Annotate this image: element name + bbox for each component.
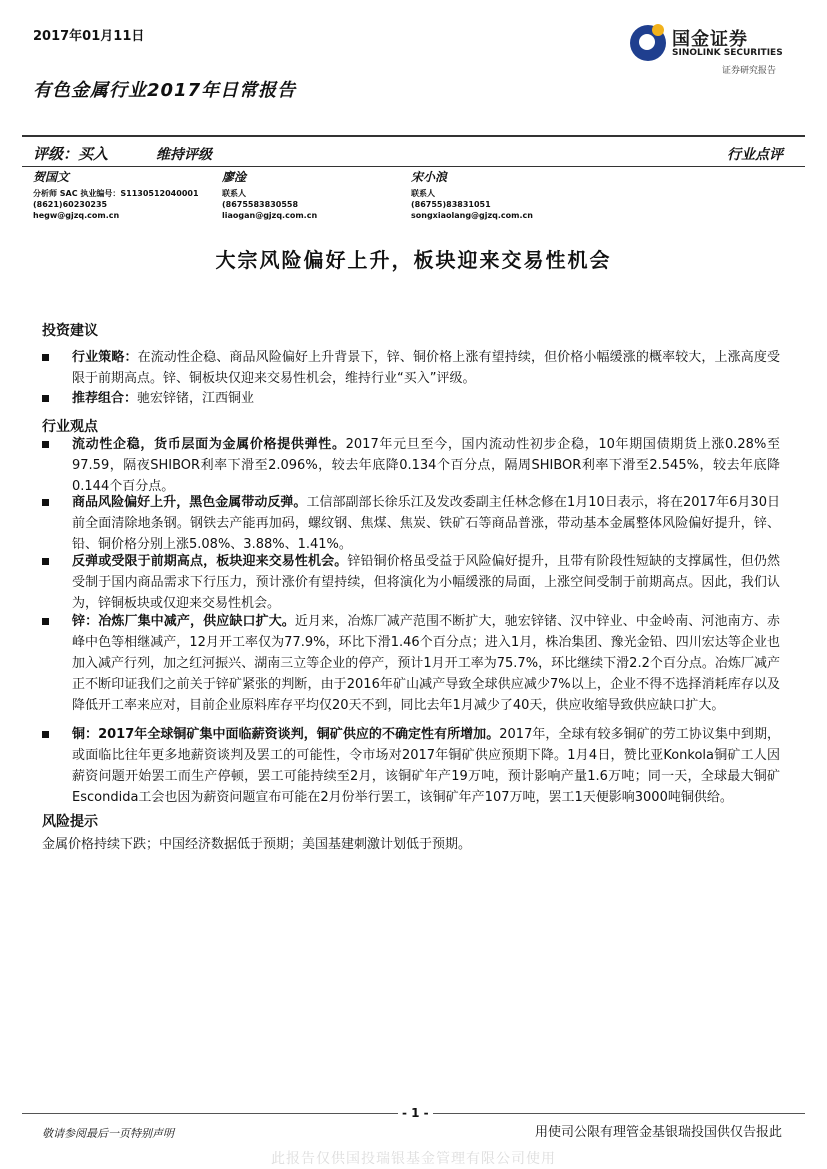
risk-text: 金属价格持续下跌；中国经济数据低于预期；美国基建刺激计划低于预期。: [42, 837, 472, 852]
section-heading-views: 行业观点: [42, 419, 98, 435]
item-lead: 锌：冶炼厂集中减产，供应缺口扩大。: [72, 614, 295, 629]
list-item: [42, 347, 780, 389]
analyst-email[interactable]: hegw@gjzq.com.cn: [33, 211, 120, 220]
company-logo: [630, 22, 790, 82]
analyst-card: [33, 172, 199, 221]
bullet-icon: [42, 618, 49, 625]
analyst-role: 分析师 SAC 执业编号：S1130512040001: [33, 189, 199, 198]
watermark: 此报告仅供国投瑞银基金管理有限公司使用: [271, 1151, 556, 1167]
item-text: 锌铅铜价格虽受益于风险偏好提升，且带有阶段性短缺的支撑属性，但仍然受制于国内商品需求下行压力，预计涨价有望持续，但将演化为小幅缓涨的局面，上涨空间受制于前期高点。因此，我们认为，锌铜板块或仅迎来交易性机会。: [72, 554, 780, 611]
list-item: [42, 434, 780, 497]
rating-maintain: 维持评级: [156, 147, 212, 163]
analyst-name: 廖淦: [222, 170, 247, 184]
bullet-icon: [42, 558, 49, 565]
analyst-card: [411, 172, 533, 221]
report-date: 2017年01月11日: [33, 29, 145, 44]
analyst-email[interactable]: songxiaolang@gjzq.com.cn: [411, 211, 533, 220]
analyst-role: 联系人: [411, 189, 435, 198]
page-number: - 1 -: [398, 1106, 433, 1120]
report-title: 有色金属行业2017年日常报告: [33, 80, 297, 101]
bullet-icon: [42, 395, 49, 402]
analyst-name: 宋小浪: [411, 170, 448, 184]
item-lead: 铜：2017年全球铜矿集中面临薪资谈判，铜矿供应的不确定性有所增加。: [72, 727, 500, 742]
rating-bar: [33, 143, 783, 161]
item-lead: 流动性企稳，货币层面为金属价格提供弹性。: [72, 437, 346, 452]
bullet-icon: [42, 731, 49, 738]
item-lead: 推荐组合：: [72, 391, 138, 406]
section-heading-risk: 风险提示: [42, 814, 98, 830]
list-item: [42, 724, 780, 808]
logo-subtitle: 证券研究报告: [722, 66, 777, 76]
section-heading-investment: 投资建议: [42, 323, 98, 339]
disclaimer-link[interactable]: 敬请参阅最后一页特别声明: [42, 1127, 174, 1140]
analyst-phone: (8621)60230235: [33, 200, 108, 209]
item-text: 近月来，冶炼厂减产范围不断扩大，驰宏锌锗、汉中锌业、中金岭南、河池南方、赤峰中色等相继减产，12月开工率仅为77.9%，环比下滑1.46个百分点；进入1月，株冶集团、豫光金铅、四川宏达等企业也加入减产行列，加之红河振兴、湖南三立等企业的停产，预计1月开工率为75.7%，环比继续下滑2.2个百分点。冶炼厂减产正不断印证我们之前关于锌矿紧张的判断，由于2016年矿山减产导致全球供应减少7%以上，企业不得不选择消耗库存以及降低开工率来应对，目前企业原料库存平均仅20天不到，同比去年1月减少了40天，供应收缩导致供应缺口扩大。: [72, 614, 780, 713]
analyst-role: 联系人: [222, 189, 246, 198]
bullet-icon: [42, 441, 49, 448]
logo-name-en: SINOLINK SECURITIES: [672, 48, 783, 58]
bullet-icon: [42, 499, 49, 506]
item-text: 工信部副部长徐乐江及发改委副主任林念修在1月10日表示，将在2017年6月30日前全面清除地条钢。钢铁去产能再加码，螺纹钢、焦煤、焦炭、铁矿石等商品普涨，带动基本金属整体风险偏好提升，锌、铅、铜价格分别上涨5.08%、3.88%、1.41%。: [72, 495, 780, 552]
list-item: [42, 388, 780, 409]
rating-label: 评级：买入: [33, 145, 109, 163]
list-item: [42, 492, 780, 555]
logo-name-cn: 国金证券: [672, 29, 748, 50]
report-type: 行业点评: [727, 147, 783, 163]
headline: 大宗风险偏好上升，板块迎来交易性机会: [215, 248, 612, 272]
item-lead: 行业策略：: [72, 350, 138, 365]
item-text: 在流动性企稳、商品风险偏好上升背景下，锌、铜价格上涨有望持续，但价格小幅缓涨的概率较大，上涨高度受限于前期高点。锌、铜板块仅迎来交易性机会，维持行业“买入”评级。: [72, 350, 780, 386]
analyst-name: 贺国文: [33, 170, 70, 184]
list-item: [42, 611, 780, 716]
bullet-icon: [42, 354, 49, 361]
list-item: [42, 551, 780, 614]
rating-divider: [22, 166, 805, 167]
footer-note: 用使司公限有理管金基银瑞投国供仅告报此: [534, 1125, 782, 1140]
logo-dot-icon: [652, 24, 664, 36]
analyst-email[interactable]: liaogan@gjzq.com.cn: [222, 211, 318, 220]
header-divider: [22, 135, 805, 137]
analyst-phone: (8675583830558: [222, 200, 299, 209]
analyst-phone: (86755)83831051: [411, 200, 491, 209]
item-text: 2017年元旦至今，国内流动性初步企稳，10年期国债期货上涨0.28%至97.59，隔夜SHIBOR利率下滑至2.096%，较去年底降0.134个百分点，隔周SHIBOR利率下滑至2.545%，较去年底降0.144个百分点。: [72, 437, 780, 494]
item-text: 2017年，全球有较多铜矿的劳工协议集中到期，或面临比往年更多地薪资谈判及罢工的可能性，令市场对2017年铜矿供应预期下降。1月4日，赞比亚Konkola铜矿工人因薪资问题开始罢工而生产停顿，罢工可能持续至2月，该铜矿年产19万吨，预计影响产量1.6万吨；同一天，全球最大铜矿Escondida工会也因为薪资问题宣布可能在2月份举行罢工，该铜矿年产107万吨，罢工1天便影响3000吨铜供给。: [72, 727, 780, 805]
item-lead: 商品风险偏好上升，黑色金属带动反弹。: [72, 495, 307, 510]
item-lead: 反弹或受限于前期高点，板块迎来交易性机会。: [72, 554, 348, 569]
analyst-card: [222, 172, 317, 221]
item-text: 驰宏锌锗，江西铜业: [137, 391, 255, 406]
